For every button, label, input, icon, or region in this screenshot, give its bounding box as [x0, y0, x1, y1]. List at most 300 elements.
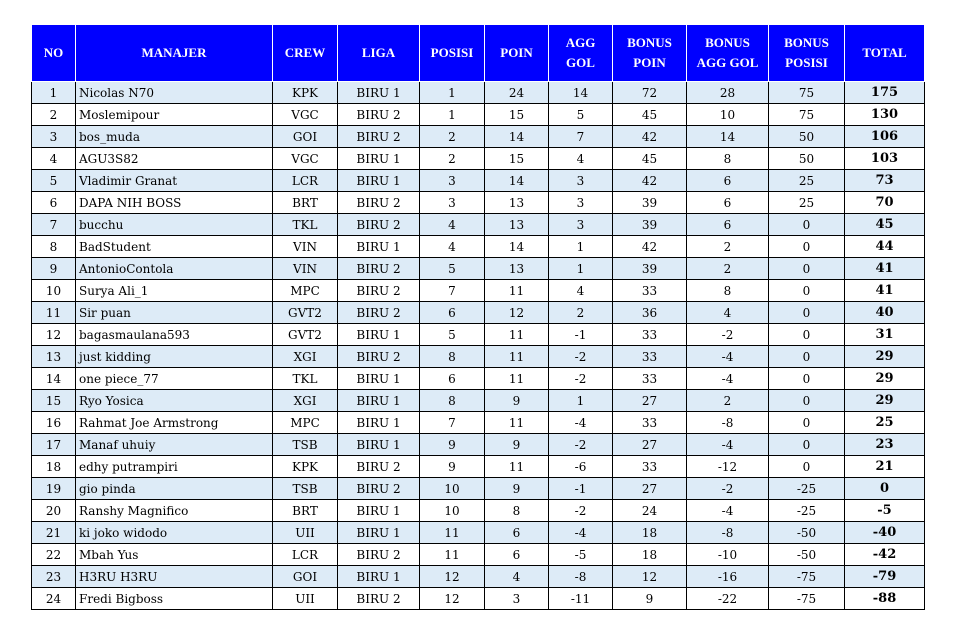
cell-manajer: bos_muda: [76, 126, 273, 148]
cell-crew: VGC: [273, 104, 338, 126]
cell-bonus-posisi: 0: [769, 456, 845, 478]
cell-bonus-poin: 18: [613, 544, 687, 566]
cell-posisi: 1: [420, 104, 485, 126]
cell-agg-gol: -6: [549, 456, 613, 478]
cell-crew: GVT2: [273, 324, 338, 346]
cell-posisi: 5: [420, 324, 485, 346]
cell-posisi: 5: [420, 258, 485, 280]
cell-bonus-agg-gol: 2: [687, 390, 769, 412]
cell-agg-gol: -11: [549, 588, 613, 610]
cell-crew: VIN: [273, 236, 338, 258]
cell-poin: 14: [485, 236, 549, 258]
cell-agg-gol: 4: [549, 280, 613, 302]
cell-posisi: 7: [420, 280, 485, 302]
cell-agg-gol: -4: [549, 412, 613, 434]
cell-no: 22: [32, 544, 76, 566]
cell-bonus-posisi: 0: [769, 346, 845, 368]
cell-poin: 14: [485, 170, 549, 192]
cell-bonus-agg-gol: -2: [687, 324, 769, 346]
cell-poin: 11: [485, 456, 549, 478]
cell-total: -79: [845, 566, 925, 588]
cell-posisi: 6: [420, 302, 485, 324]
cell-no: 11: [32, 302, 76, 324]
cell-bonus-posisi: -75: [769, 588, 845, 610]
cell-no: 19: [32, 478, 76, 500]
cell-poin: 6: [485, 522, 549, 544]
cell-total: 106: [845, 126, 925, 148]
cell-bonus-poin: 72: [613, 82, 687, 104]
cell-bonus-poin: 33: [613, 412, 687, 434]
cell-total: 40: [845, 302, 925, 324]
cell-no: 20: [32, 500, 76, 522]
cell-total: 73: [845, 170, 925, 192]
cell-crew: XGI: [273, 390, 338, 412]
header-label: AGG GOL: [565, 35, 596, 70]
cell-poin: 11: [485, 412, 549, 434]
cell-bonus-poin: 33: [613, 324, 687, 346]
cell-liga: BIRU 1: [338, 82, 420, 104]
cell-total: 25: [845, 412, 925, 434]
table-row: [32, 192, 925, 214]
cell-bonus-posisi: 25: [769, 192, 845, 214]
table-row: [32, 522, 925, 544]
cell-bonus-agg-gol: -4: [687, 434, 769, 456]
header-liga: [338, 25, 420, 82]
cell-total: -42: [845, 544, 925, 566]
cell-poin: 13: [485, 214, 549, 236]
cell-agg-gol: 1: [549, 236, 613, 258]
table-row: [32, 544, 925, 566]
cell-bonus-poin: 33: [613, 280, 687, 302]
cell-bonus-agg-gol: -4: [687, 346, 769, 368]
cell-bonus-poin: 42: [613, 236, 687, 258]
cell-no: 5: [32, 170, 76, 192]
cell-bonus-poin: 9: [613, 588, 687, 610]
cell-no: 6: [32, 192, 76, 214]
cell-no: 16: [32, 412, 76, 434]
table-row: [32, 566, 925, 588]
cell-poin: 11: [485, 324, 549, 346]
cell-poin: 11: [485, 368, 549, 390]
cell-bonus-posisi: -25: [769, 478, 845, 500]
cell-total: 45: [845, 214, 925, 236]
cell-bonus-agg-gol: -8: [687, 522, 769, 544]
table-row: [32, 346, 925, 368]
cell-poin: 14: [485, 126, 549, 148]
cell-bonus-posisi: 75: [769, 104, 845, 126]
cell-bonus-posisi: 0: [769, 302, 845, 324]
cell-posisi: 12: [420, 566, 485, 588]
cell-posisi: 8: [420, 390, 485, 412]
cell-agg-gol: 4: [549, 148, 613, 170]
cell-no: 18: [32, 456, 76, 478]
table-row: [32, 104, 925, 126]
cell-manajer: Surya Ali_1: [76, 280, 273, 302]
cell-bonus-agg-gol: 6: [687, 192, 769, 214]
cell-crew: TKL: [273, 368, 338, 390]
cell-agg-gol: 3: [549, 214, 613, 236]
standings-table: [31, 24, 925, 610]
cell-agg-gol: -1: [549, 324, 613, 346]
cell-posisi: 10: [420, 500, 485, 522]
cell-manajer: Nicolas N70: [76, 82, 273, 104]
cell-posisi: 2: [420, 126, 485, 148]
cell-total: 70: [845, 192, 925, 214]
cell-no: 4: [32, 148, 76, 170]
cell-bonus-posisi: 0: [769, 412, 845, 434]
cell-total: 44: [845, 236, 925, 258]
cell-liga: BIRU 1: [338, 368, 420, 390]
cell-crew: TKL: [273, 214, 338, 236]
cell-bonus-poin: 33: [613, 456, 687, 478]
cell-manajer: Ryo Yosica: [76, 390, 273, 412]
cell-total: -40: [845, 522, 925, 544]
cell-no: 10: [32, 280, 76, 302]
cell-posisi: 9: [420, 456, 485, 478]
cell-no: 12: [32, 324, 76, 346]
cell-bonus-agg-gol: -10: [687, 544, 769, 566]
cell-total: 29: [845, 346, 925, 368]
cell-posisi: 11: [420, 544, 485, 566]
cell-bonus-posisi: -75: [769, 566, 845, 588]
table-body: [32, 82, 925, 610]
table-row: [32, 456, 925, 478]
cell-bonus-agg-gol: 8: [687, 148, 769, 170]
cell-manajer: Fredi Bigboss: [76, 588, 273, 610]
table-row: [32, 368, 925, 390]
cell-total: 41: [845, 280, 925, 302]
cell-agg-gol: -8: [549, 566, 613, 588]
cell-posisi: 3: [420, 170, 485, 192]
cell-manajer: Manaf uhuiy: [76, 434, 273, 456]
cell-bonus-posisi: 0: [769, 324, 845, 346]
cell-posisi: 2: [420, 148, 485, 170]
header-label: BONUS POSISI: [784, 35, 829, 70]
cell-posisi: 9: [420, 434, 485, 456]
cell-poin: 12: [485, 302, 549, 324]
cell-poin: 9: [485, 390, 549, 412]
cell-bonus-posisi: 25: [769, 170, 845, 192]
table-row: [32, 148, 925, 170]
cell-bonus-poin: 27: [613, 390, 687, 412]
cell-total: 41: [845, 258, 925, 280]
cell-posisi: 8: [420, 346, 485, 368]
cell-crew: LCR: [273, 544, 338, 566]
cell-bonus-posisi: -50: [769, 544, 845, 566]
cell-posisi: 11: [420, 522, 485, 544]
cell-liga: BIRU 2: [338, 478, 420, 500]
table-row: [32, 500, 925, 522]
table-row: [32, 236, 925, 258]
cell-liga: BIRU 2: [338, 214, 420, 236]
cell-manajer: Sir puan: [76, 302, 273, 324]
cell-manajer: AGU3S82: [76, 148, 273, 170]
cell-bonus-agg-gol: -12: [687, 456, 769, 478]
cell-agg-gol: 5: [549, 104, 613, 126]
cell-no: 14: [32, 368, 76, 390]
cell-bonus-poin: 36: [613, 302, 687, 324]
cell-total: 23: [845, 434, 925, 456]
cell-bonus-poin: 33: [613, 368, 687, 390]
table-row: [32, 258, 925, 280]
header-row: [32, 25, 925, 82]
cell-liga: BIRU 2: [338, 192, 420, 214]
cell-crew: TSB: [273, 434, 338, 456]
cell-agg-gol: 14: [549, 82, 613, 104]
cell-agg-gol: -2: [549, 434, 613, 456]
cell-bonus-poin: 18: [613, 522, 687, 544]
cell-bonus-posisi: 0: [769, 434, 845, 456]
cell-bonus-poin: 45: [613, 104, 687, 126]
cell-agg-gol: -5: [549, 544, 613, 566]
cell-no: 23: [32, 566, 76, 588]
cell-no: 17: [32, 434, 76, 456]
table-row: [32, 214, 925, 236]
cell-no: 21: [32, 522, 76, 544]
cell-liga: BIRU 1: [338, 412, 420, 434]
cell-crew: KPK: [273, 456, 338, 478]
cell-no: 24: [32, 588, 76, 610]
cell-no: 7: [32, 214, 76, 236]
table-row: [32, 324, 925, 346]
cell-liga: BIRU 2: [338, 346, 420, 368]
cell-agg-gol: -2: [549, 368, 613, 390]
cell-poin: 3: [485, 588, 549, 610]
cell-manajer: edhy putrampiri: [76, 456, 273, 478]
cell-agg-gol: -2: [549, 500, 613, 522]
cell-bonus-poin: 39: [613, 192, 687, 214]
table-header: [32, 25, 925, 82]
header-bonus-posisi: [769, 25, 845, 82]
cell-no: 9: [32, 258, 76, 280]
cell-posisi: 1: [420, 82, 485, 104]
cell-bonus-posisi: -25: [769, 500, 845, 522]
cell-bonus-posisi: 0: [769, 258, 845, 280]
cell-bonus-agg-gol: 14: [687, 126, 769, 148]
cell-agg-gol: 1: [549, 258, 613, 280]
cell-bonus-agg-gol: 4: [687, 302, 769, 324]
cell-total: 31: [845, 324, 925, 346]
table-row: [32, 302, 925, 324]
cell-poin: 11: [485, 346, 549, 368]
cell-manajer: bucchu: [76, 214, 273, 236]
header-label: TOTAL: [862, 45, 907, 60]
cell-bonus-agg-gol: -2: [687, 478, 769, 500]
cell-poin: 9: [485, 434, 549, 456]
cell-crew: UII: [273, 522, 338, 544]
cell-posisi: 10: [420, 478, 485, 500]
cell-crew: GOI: [273, 566, 338, 588]
cell-manajer: bagasmaulana593: [76, 324, 273, 346]
cell-bonus-posisi: 0: [769, 368, 845, 390]
cell-liga: BIRU 1: [338, 434, 420, 456]
cell-no: 15: [32, 390, 76, 412]
cell-crew: LCR: [273, 170, 338, 192]
cell-liga: BIRU 1: [338, 324, 420, 346]
cell-liga: BIRU 2: [338, 280, 420, 302]
cell-agg-gol: 1: [549, 390, 613, 412]
header-bonus-poin: [613, 25, 687, 82]
header-label: LIGA: [361, 45, 396, 60]
cell-liga: BIRU 1: [338, 500, 420, 522]
cell-poin: 4: [485, 566, 549, 588]
cell-no: 3: [32, 126, 76, 148]
cell-crew: VIN: [273, 258, 338, 280]
cell-bonus-poin: 33: [613, 346, 687, 368]
cell-agg-gol: 2: [549, 302, 613, 324]
cell-bonus-agg-gol: -4: [687, 368, 769, 390]
cell-total: 130: [845, 104, 925, 126]
cell-manajer: one piece_77: [76, 368, 273, 390]
cell-posisi: 7: [420, 412, 485, 434]
cell-liga: BIRU 2: [338, 302, 420, 324]
cell-liga: BIRU 2: [338, 588, 420, 610]
cell-bonus-agg-gol: 6: [687, 214, 769, 236]
cell-bonus-agg-gol: -8: [687, 412, 769, 434]
header-posisi: [420, 25, 485, 82]
cell-liga: BIRU 1: [338, 148, 420, 170]
table-row: [32, 412, 925, 434]
cell-crew: XGI: [273, 346, 338, 368]
cell-posisi: 4: [420, 236, 485, 258]
cell-no: 1: [32, 82, 76, 104]
cell-posisi: 3: [420, 192, 485, 214]
cell-bonus-poin: 27: [613, 478, 687, 500]
cell-poin: 11: [485, 280, 549, 302]
cell-bonus-poin: 45: [613, 148, 687, 170]
cell-total: 29: [845, 390, 925, 412]
cell-poin: 13: [485, 258, 549, 280]
table-row: [32, 478, 925, 500]
cell-crew: GOI: [273, 126, 338, 148]
cell-bonus-poin: 12: [613, 566, 687, 588]
cell-agg-gol: 3: [549, 192, 613, 214]
cell-total: 29: [845, 368, 925, 390]
cell-bonus-agg-gol: 2: [687, 258, 769, 280]
cell-liga: BIRU 2: [338, 126, 420, 148]
cell-posisi: 4: [420, 214, 485, 236]
cell-no: 2: [32, 104, 76, 126]
cell-agg-gol: -1: [549, 478, 613, 500]
header-manajer: [76, 25, 273, 82]
cell-total: 0: [845, 478, 925, 500]
cell-manajer: just kidding: [76, 346, 273, 368]
header-label: CREW: [284, 45, 326, 60]
cell-crew: KPK: [273, 82, 338, 104]
cell-agg-gol: -2: [549, 346, 613, 368]
header-no: [32, 25, 76, 82]
header-crew: [273, 25, 338, 82]
header-bonus-agg-gol: [687, 25, 769, 82]
header-label: POSISI: [430, 45, 474, 60]
table-row: [32, 280, 925, 302]
cell-manajer: DAPA NIH BOSS: [76, 192, 273, 214]
cell-liga: BIRU 1: [338, 390, 420, 412]
cell-no: 13: [32, 346, 76, 368]
header-label: BONUS POIN: [627, 35, 672, 70]
cell-agg-gol: 3: [549, 170, 613, 192]
cell-bonus-agg-gol: -16: [687, 566, 769, 588]
table-row: [32, 126, 925, 148]
cell-bonus-poin: 24: [613, 500, 687, 522]
cell-bonus-agg-gol: -4: [687, 500, 769, 522]
cell-bonus-poin: 39: [613, 258, 687, 280]
cell-manajer: Vladimir Granat: [76, 170, 273, 192]
cell-posisi: 6: [420, 368, 485, 390]
cell-poin: 15: [485, 148, 549, 170]
cell-bonus-agg-gol: 2: [687, 236, 769, 258]
cell-liga: BIRU 1: [338, 236, 420, 258]
cell-bonus-poin: 42: [613, 170, 687, 192]
table-row: [32, 170, 925, 192]
cell-bonus-agg-gol: 28: [687, 82, 769, 104]
cell-bonus-agg-gol: -22: [687, 588, 769, 610]
cell-bonus-posisi: 0: [769, 280, 845, 302]
header-label: NO: [43, 45, 64, 60]
cell-manajer: Mbah Yus: [76, 544, 273, 566]
cell-poin: 15: [485, 104, 549, 126]
cell-liga: BIRU 1: [338, 566, 420, 588]
cell-bonus-agg-gol: 10: [687, 104, 769, 126]
cell-poin: 24: [485, 82, 549, 104]
cell-manajer: Rahmat Joe Armstrong: [76, 412, 273, 434]
cell-total: 103: [845, 148, 925, 170]
header-total: [845, 25, 925, 82]
cell-liga: BIRU 2: [338, 104, 420, 126]
header-label: BONUS AGG GOL: [696, 35, 759, 70]
cell-crew: GVT2: [273, 302, 338, 324]
cell-crew: MPC: [273, 280, 338, 302]
cell-poin: 8: [485, 500, 549, 522]
header-label: MANAJER: [141, 45, 207, 60]
cell-crew: BRT: [273, 500, 338, 522]
cell-manajer: ki joko widodo: [76, 522, 273, 544]
cell-bonus-posisi: -50: [769, 522, 845, 544]
cell-liga: BIRU 2: [338, 456, 420, 478]
cell-total: 21: [845, 456, 925, 478]
cell-poin: 9: [485, 478, 549, 500]
cell-bonus-agg-gol: 6: [687, 170, 769, 192]
cell-manajer: BadStudent: [76, 236, 273, 258]
cell-poin: 13: [485, 192, 549, 214]
cell-manajer: AntonioContola: [76, 258, 273, 280]
table-row: [32, 390, 925, 412]
cell-bonus-poin: 39: [613, 214, 687, 236]
cell-liga: BIRU 1: [338, 170, 420, 192]
cell-agg-gol: 7: [549, 126, 613, 148]
cell-bonus-poin: 27: [613, 434, 687, 456]
cell-no: 8: [32, 236, 76, 258]
cell-bonus-agg-gol: 8: [687, 280, 769, 302]
cell-total: -88: [845, 588, 925, 610]
cell-bonus-posisi: 0: [769, 214, 845, 236]
header-poin: [485, 25, 549, 82]
cell-manajer: Moslemipour: [76, 104, 273, 126]
cell-bonus-posisi: 0: [769, 236, 845, 258]
cell-posisi: 12: [420, 588, 485, 610]
cell-bonus-posisi: 75: [769, 82, 845, 104]
cell-total: -5: [845, 500, 925, 522]
table-row: [32, 434, 925, 456]
cell-liga: BIRU 2: [338, 258, 420, 280]
cell-liga: BIRU 2: [338, 544, 420, 566]
cell-crew: BRT: [273, 192, 338, 214]
cell-bonus-posisi: 0: [769, 390, 845, 412]
cell-manajer: gio pinda: [76, 478, 273, 500]
cell-manajer: Ranshy Magnifico: [76, 500, 273, 522]
header-agg-gol: [549, 25, 613, 82]
cell-total: 175: [845, 82, 925, 104]
